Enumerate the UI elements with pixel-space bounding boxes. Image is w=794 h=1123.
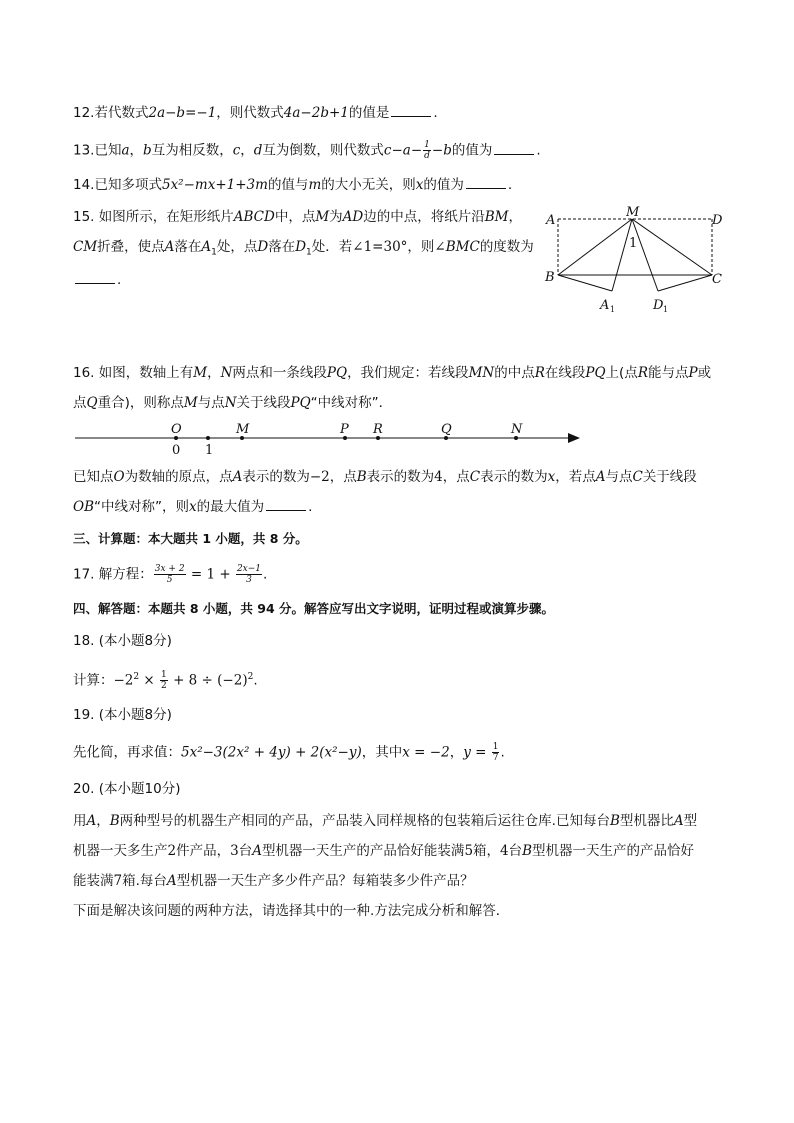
label-d: D: [712, 213, 723, 228]
question-20-line3: 能装满7箱.每台A型机器一天生产多少件产品？每箱装多少件产品？: [73, 873, 474, 889]
label-d1: D: [653, 298, 664, 313]
answer-blank[interactable]: [75, 271, 115, 284]
label-q: Q: [441, 422, 452, 437]
question-16-line2: 点Q重合)，则称点M与点N关于线段PQ“中线对称”．: [73, 395, 393, 411]
label-n: N: [511, 422, 523, 437]
question-20-header: 20. (本小题10分): [73, 781, 181, 797]
label-m: M: [236, 422, 250, 437]
question-18-body: 计算：$-2^2$ × $\frac{1}{2}$ + $8 \div (-2)^2$.: [73, 670, 258, 691]
label-zero: 0: [172, 443, 181, 458]
fraction: $\frac{1}{d}$: [424, 140, 430, 161]
section-3-heading: 三、计算题：本大题共 1 小题，共 8 分。: [73, 531, 308, 546]
label-a: A: [546, 213, 556, 228]
segment-bm: [558, 219, 632, 275]
question-17: 17. 解方程： $\frac{3x + 2}{5}$ = 1 + $\frac{2x-1}{3}$ .: [73, 564, 268, 585]
label-a1-sub: 1: [610, 305, 616, 314]
point-1: [206, 436, 210, 440]
label-a1: A: [600, 298, 610, 313]
question-12: 12.若代数式2a−b=−1，则代数式4a−2b+1的值是 .: [73, 105, 438, 121]
question-13: 13.已知a，b互为相反数，c，d互为倒数，则代数式c−a− $\frac{1}{d}$ −b的值为 .: [73, 140, 541, 161]
section-4-heading: 四、解答题：本题共 8 小题，共 94 分。解答应写出文字说明，证明过程或演算步骤。: [73, 601, 555, 616]
label-one: 1: [205, 443, 214, 458]
math-expression: 5x²−3(2x² + 4y) + 2(x²−y): [181, 744, 362, 761]
fraction: $\frac{2x-1}{3}$: [236, 564, 262, 585]
answer-blank[interactable]: [266, 498, 306, 511]
math-expression: c−a−: [383, 142, 423, 159]
answer-blank[interactable]: [466, 176, 506, 189]
question-18-header: 18. (本小题8分): [73, 633, 172, 649]
label-angle-1: 1: [629, 236, 638, 251]
question-16-line4: OB“中线对称”，则x的最大值为 .: [73, 499, 313, 515]
label-c: C: [712, 272, 722, 287]
question-20-line1: 用A，B两种型号的机器生产相同的产品，产品装入同样规格的包装箱后运往仓库.已知每台B型机器比A型: [73, 813, 698, 829]
question-16-line3: 已知点O为数轴的原点，点A表示的数为−2，点B表示的数为4，点C表示的数为x，若点A与点C关于线段: [73, 469, 697, 485]
question-20-line4: 下面是解决该问题的两种方法，请选择其中的一种.方法完成分析和解答．: [73, 903, 510, 919]
number-line-figure: [70, 418, 590, 460]
math-expression: 4a−2b+1: [283, 105, 349, 121]
question-16-line1: 16. 如图，数轴上有M，N两点和一条线段PQ，我们规定：若线段MN的中点R在线段PQ上(点R能与点P或: [73, 365, 712, 381]
question-19-header: 19. (本小题8分): [73, 707, 172, 723]
fraction: $\frac{1}{7}$: [492, 742, 499, 763]
segment-cd1: [658, 275, 712, 291]
question-15-line2: CM折叠，使点A落在$A_1$处，点D落在$D_1$处．若∠1=30°，则∠BMC的度数为: [73, 239, 534, 258]
answer-blank[interactable]: [494, 142, 534, 155]
segment-ba1: [558, 275, 612, 291]
question-14: 14.已知多项式5x²−mx+1+3m的值与m的大小无关，则x的值为 .: [73, 177, 513, 193]
math-expression: 5x²−mx+1+3m: [161, 177, 268, 193]
fraction: $\frac{3x + 2}{5}$: [154, 564, 185, 585]
label-o: O: [171, 422, 182, 437]
label-r: R: [373, 422, 383, 437]
math-expression: 2a−b=−1: [148, 105, 217, 121]
fraction: $\frac{1}{2}$: [161, 670, 167, 691]
question-20-line2: 机器一天多生产2件产品，3台A型机器一天生产的产品恰好能装满5箱，4台B型机器一天生产的产品恰好: [73, 843, 695, 859]
segment-cm: [632, 219, 712, 275]
axis-arrow: [568, 433, 580, 443]
folded-rectangle-figure: [540, 205, 730, 320]
label-m: M: [626, 205, 640, 220]
answer-blank[interactable]: [391, 104, 431, 117]
label-b: B: [545, 270, 555, 285]
segment-md1: [632, 219, 658, 291]
question-15-line1: 15. 如图所示，在矩形纸片ABCD中，点M为AD边的中点，将纸片沿BM，: [73, 209, 522, 225]
question-15-line3: .: [73, 271, 121, 289]
label-d1-sub: 1: [663, 305, 669, 314]
label-p: P: [340, 422, 349, 437]
question-19-body: 先化简，再求值：5x²−3(2x² + 4y) + 2(x²−y)，其中x = −2，y = $\frac{1}{7}$ .: [73, 742, 505, 763]
segment-ma1: [612, 219, 632, 291]
